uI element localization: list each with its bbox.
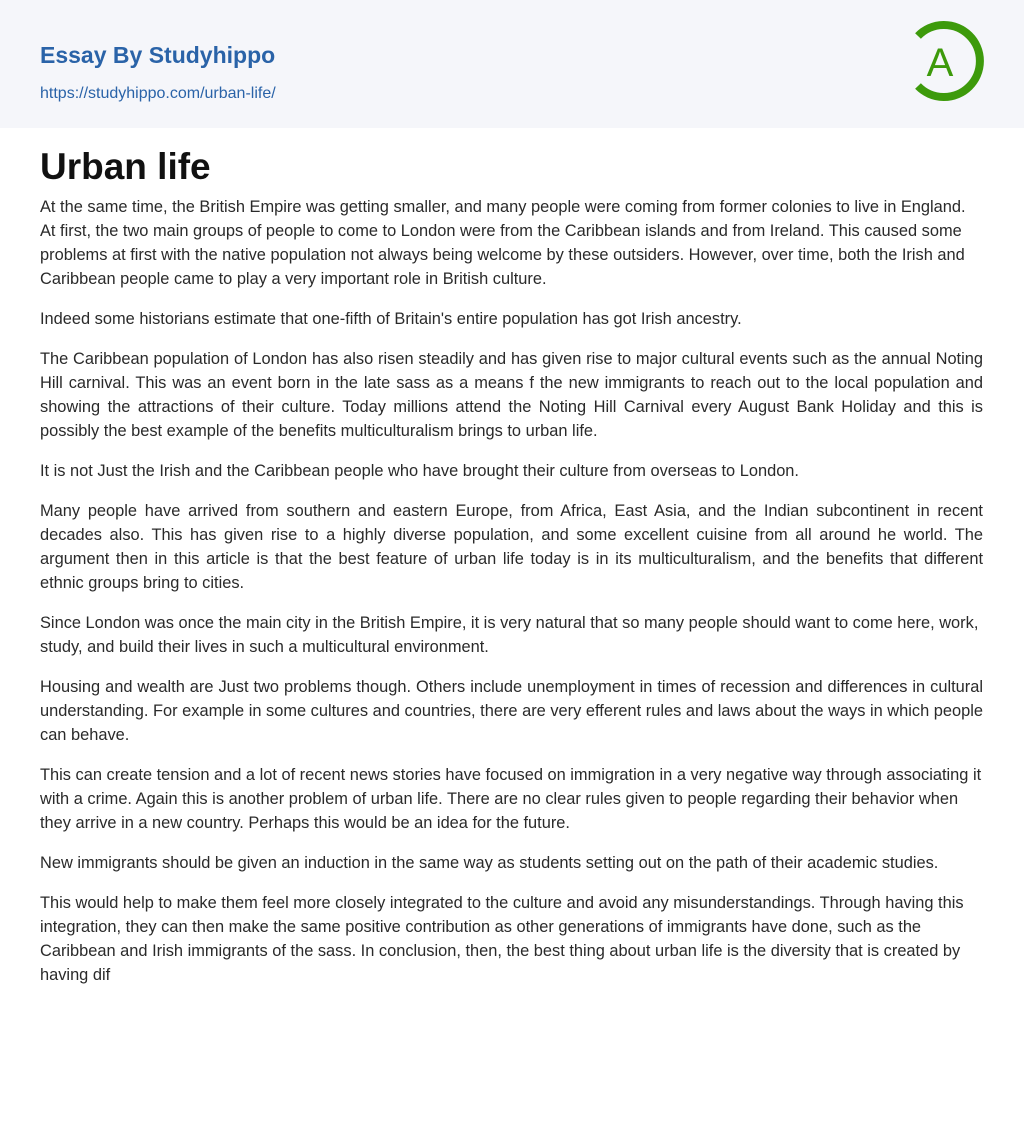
paragraph: This can create tension and a lot of recent news stories have focused on immigration in a very negative way through associating it with a crime. Again this is another problem of urban life. There are no clear rules given to people regarding their behavior when they arrive in a new country. Perhaps this would be an idea for the future. (40, 766, 982, 832)
paragraph: Indeed some historians estimate that one-fifth of Britain's entire population has got Irish ancestry. (40, 310, 742, 328)
brand-title: Essay By Studyhippo (40, 42, 276, 68)
paragraph: New immigrants should be given an induction in the same way as students setting out on the path of their academic studies. (40, 854, 939, 872)
paragraph: The Caribbean population of London has also risen steadily and has given rise to major cultural events such as the annual Noting Hill carnival. This was an event born in the late sass as a means f the new immigrants to reach out to the local population and showing the attractions of their culture. Today millions attend the Noting Hill Carnival every August Bank Holiday and this is possibly the best example of the benefits multiculturalism brings to urban life. (40, 350, 983, 440)
essay-content (0, 145, 1024, 987)
paragraph: At the same time, the British Empire was getting smaller, and many people were coming from former colonies to live in England. At first, the two main groups of people to come to London were from the Caribbean islands and from Ireland. This caused some problems at first with the native population not always being welcome by these outsiders. However, over time, both the Irish and Caribbean people came to play a very important role in British culture. (40, 198, 966, 288)
svg-text:A: A (926, 41, 954, 85)
site-header (0, 0, 1024, 128)
paragraph: Many people have arrived from southern and eastern Europe, from Africa, East Asia, and the Indian subcontinent in recent decades also. This has given rise to a highly diverse population, and some excellent cuisine from all around he world. The argument then in this article is that the best feature of urban life today is in its multiculturalism, and the benefits that different ethnic groups bring to cities. (40, 502, 983, 592)
essay-url-link[interactable]: https://studyhippo.com/urban-life/ (40, 85, 276, 102)
paragraph: Since London was once the main city in the British Empire, it is very natural that so many people should want to come here, work, study, and build their lives in such a multicultural environment. (40, 614, 979, 656)
studyhippo-logo-icon[interactable] (904, 18, 990, 104)
paragraph: Housing and wealth are Just two problems though. Others include unemployment in times of recession and differences in cultural understanding. For example in some cultures and countries, there are very efferent rules and laws about the ways in which people can behave. (40, 678, 983, 744)
page-title: Urban life (40, 146, 211, 187)
paragraph: It is not Just the Irish and the Caribbean people who have brought their culture from overseas to London. (40, 462, 799, 480)
paragraph: This would help to make them feel more closely integrated to the culture and avoid any misunderstandings. Through having this integration, they can then make the same positive contribution as other generations of immigrants have done, such as the Caribbean and Irish immigrants of the sass. In conclusion, then, the best thing about urban life is the diversity that is created by having dif (40, 894, 964, 984)
